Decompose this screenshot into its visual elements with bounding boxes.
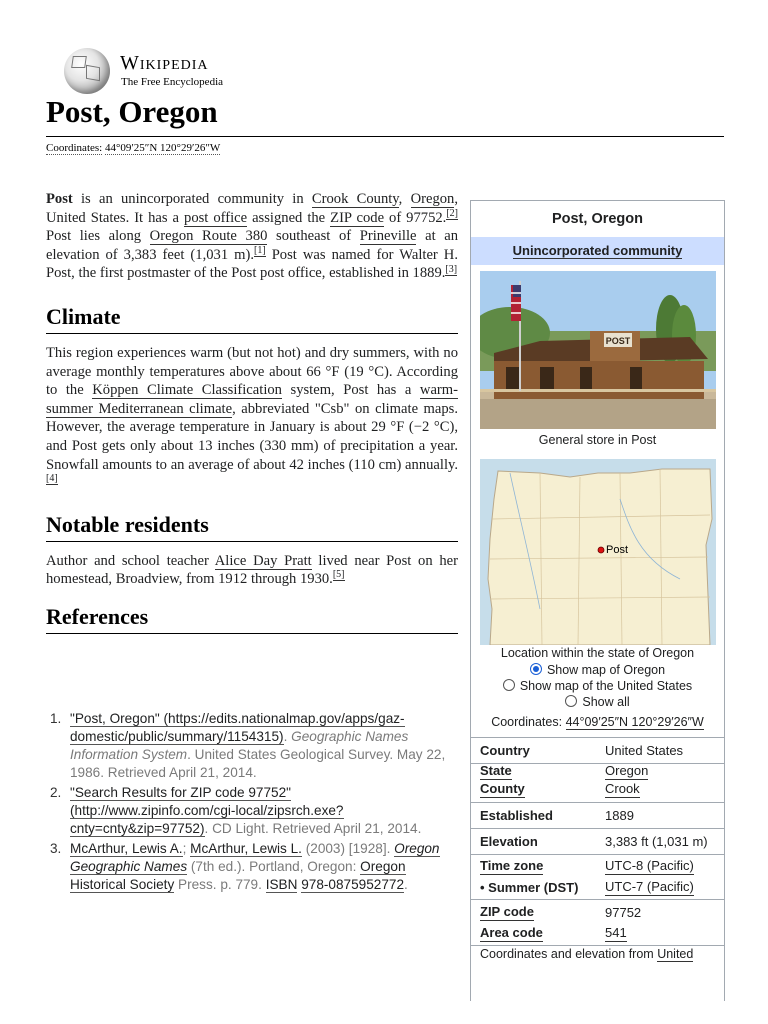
climate-paragraph: This region experiences warm (but not hot) and dry summers, with no average monthly temperatures above about 66 °F (19 °C). According to the Köppen Climate Classification system, Post has a warm-summer Mediterranean climate, abbreviated "Csb" on climate maps. However, the average temperature in January is about 29 °F (−2 °C), and Post gets only about 13 inches (330 mm) of precipitation a year. Snowfall amounts to an average of about 42 inches (110 cm) annually.[4] — [46, 344, 459, 485]
heading-notable-residents: Notable residents — [46, 511, 209, 537]
row-zip-code: ZIP code 97752 — [480, 904, 642, 920]
infobox-type-header — [471, 237, 724, 265]
logo-tagline: The Free Encyclopedia — [121, 76, 224, 88]
reference-link[interactable]: ISBN — [265, 877, 298, 892]
article-link[interactable]: Oregon Route 380 — [149, 228, 268, 245]
infobox-footer: Coordinates and elevation from United — [480, 947, 694, 961]
reference-link[interactable]: "Post, Oregon" (https://edits.nationalmap.gov/apps/gaz-domestic/public/summary/1154315) — [70, 711, 405, 744]
svg-text:POST: POST — [605, 336, 631, 346]
infobox-divider — [471, 828, 724, 829]
svg-text:Post: Post — [606, 544, 629, 556]
wikipedia-globe-icon — [64, 48, 110, 94]
radio-unselected-icon[interactable] — [565, 695, 577, 707]
reference-number: 3. — [50, 841, 62, 856]
photo-caption: General store in Post — [538, 433, 657, 447]
infobox-divider — [471, 737, 724, 738]
logo-wordmark: Wikipedia — [120, 52, 209, 74]
infobox-coordinates: Coordinates: 44°09′25″N 120°29′26″W — [491, 715, 704, 729]
reference-link[interactable]: Oregon Historical Society — [70, 859, 406, 892]
row-established: Established 1889 — [480, 808, 634, 823]
map-marker-icon — [598, 547, 604, 553]
oregon-map-image — [480, 459, 716, 645]
article-link[interactable]: warm-summer Mediterranean climate — [46, 382, 458, 417]
wikipedia-logo[interactable] — [64, 46, 264, 94]
citation-link[interactable]: [2] — [446, 207, 458, 219]
reference-number: 1. — [50, 711, 62, 726]
reference-link[interactable]: Oregon Geographic Names — [70, 841, 440, 874]
article-link[interactable]: ZIP code — [330, 209, 385, 226]
intro-paragraph: Post is an unincorporated community in Crook County, Oregon, United States. It has a post office assigned the ZIP code of 97752.[2] Post lies along Oregon Route 380 southeast of Prineville at an elevation of 3,383 feet (1,031 m).[1] Post was named for Walter H. Post, the first postmaster of the Post post office, established in 1889.[3] — [46, 191, 459, 282]
general-store-photo[interactable] — [480, 271, 716, 429]
infobox-divider — [471, 899, 724, 900]
coordinates-link[interactable]: 44°09′25″N 120°29′26″W — [104, 142, 221, 154]
row-elevation: Elevation 3,383 ft (1,031 m) — [480, 834, 708, 849]
radio-selected-icon[interactable] — [530, 663, 542, 675]
row-country: Country United States — [480, 743, 684, 758]
references-list — [50, 710, 455, 896]
citation-link[interactable]: [4] — [46, 473, 58, 485]
reference-item: 3. McArthur, Lewis A.; McArthur, Lewis L. (2003) [1928]. Oregon Geographic Names (7th ed.). Portland, Oregon: Oregon Historical Society Press. p. 779. ISBN 978-0875952772. — [50, 841, 440, 892]
heading-divider — [46, 333, 458, 334]
article-body — [46, 190, 458, 634]
article-link[interactable]: Alice Day Pratt — [214, 552, 312, 569]
article-link[interactable]: Oregon — [410, 191, 455, 207]
infobox — [470, 200, 725, 1001]
article-link[interactable]: Prineville — [359, 228, 417, 245]
reference-number: 2. — [50, 785, 62, 800]
radio-show-oregon[interactable]: Show map of Oregon — [471, 663, 724, 677]
reference-link[interactable]: McArthur, Lewis L. — [190, 841, 302, 856]
reference-link[interactable]: 978-0875952772 — [301, 877, 405, 892]
infobox-type-link[interactable]: Unincorporated community — [512, 243, 683, 258]
row-county: County Crook — [480, 781, 640, 796]
article-link[interactable]: Köppen Climate Classification — [92, 382, 282, 399]
radio-unselected-icon[interactable] — [503, 679, 515, 691]
infobox-divider — [471, 802, 724, 803]
radio-show-all[interactable]: Show all — [471, 695, 724, 709]
row-area-code: Area code 541 — [480, 925, 627, 940]
oregon-locator-map[interactable] — [480, 459, 716, 645]
row-timezone: Time zone UTC-8 (Pacific) — [480, 858, 694, 873]
article-link[interactable]: Crook County — [311, 191, 399, 207]
infobox-divider — [471, 854, 724, 855]
infobox-coordinates-link[interactable]: 44°09′25″N 120°29′26″W — [565, 715, 704, 729]
infobox-divider — [471, 945, 724, 946]
heading-references: References — [46, 603, 149, 629]
radio-show-us[interactable]: Show map of the United States — [471, 679, 724, 693]
article-link[interactable]: post office — [184, 209, 248, 226]
heading-climate: Climate — [46, 303, 121, 329]
infobox-title: Post, Oregon — [551, 211, 644, 227]
general-store-image — [480, 271, 716, 429]
coordinates-label: Coordinates: — [46, 142, 103, 154]
infobox-footer-link[interactable]: United — [657, 947, 694, 961]
citation-link[interactable]: [3] — [445, 263, 458, 275]
citation-link[interactable]: [5] — [332, 569, 345, 581]
notable-paragraph: Author and school teacher Alice Day Pratt lived near Post on her homestead, Broadview, from 1912 through 1930.[5] — [46, 552, 458, 588]
citation-link[interactable]: [1] — [254, 244, 266, 256]
row-state: State Oregon — [480, 763, 649, 778]
heading-divider — [46, 541, 458, 542]
heading-divider — [46, 633, 458, 634]
reference-item: 2. "Search Results for ZIP code 97752" (http://www.zipinfo.com/cgi-local/zipsrch.exe?cnty=cnty&zip=97752). CD Light. Retrieved April 21, 2014. — [50, 785, 422, 836]
map-caption: Location within the state of Oregon — [500, 646, 695, 660]
reference-link[interactable]: "Search Results for ZIP code 97752" (http://www.zipinfo.com/cgi-local/zipsrch.exe?cnty=cnty&zip=97752) — [70, 785, 344, 836]
page-title: Post, Oregon — [46, 94, 218, 129]
title-divider — [46, 136, 724, 137]
row-summer-dst: • Summer (DST) UTC-7 (Pacific) — [480, 879, 694, 895]
coordinates-line — [46, 142, 220, 154]
reference-item: 1. "Post, Oregon" (https://edits.nationalmap.gov/apps/gaz-domestic/public/summary/1154315). Geographic Names Information System. United States Geological Survey. May 22, 1986. Retrieved April 21, 2014. — [50, 711, 446, 780]
reference-link[interactable]: McArthur, Lewis A. — [70, 841, 183, 856]
